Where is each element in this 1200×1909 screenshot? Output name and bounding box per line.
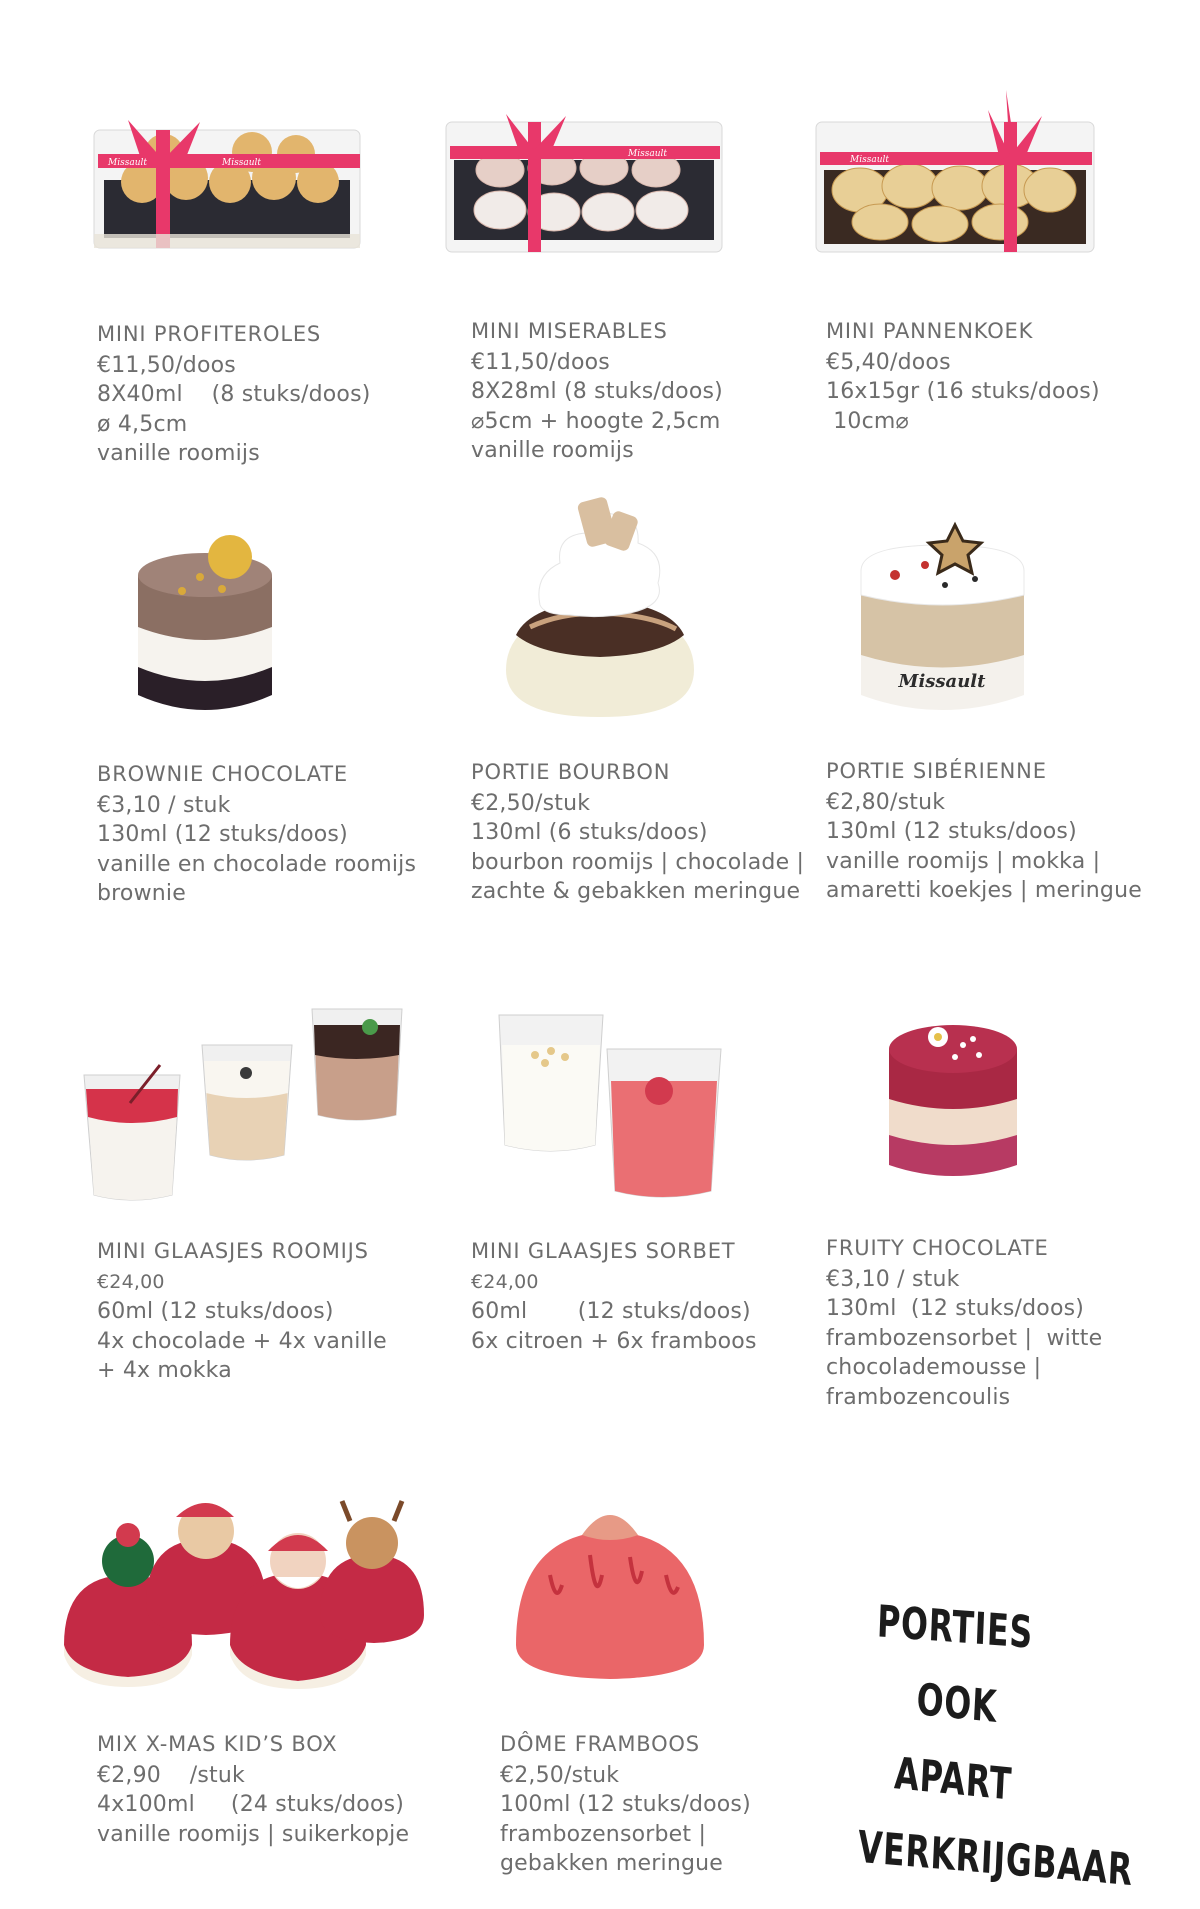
product-detail: + 4x mokka [97, 1358, 232, 1383]
product-name: MINI PANNENKOEK [826, 319, 1034, 343]
product-price: €24,00 [97, 1270, 165, 1293]
stamp-line-1: PORTIES [876, 1596, 1034, 1659]
product-detail: frambozensorbet | [500, 1821, 707, 1847]
product-detail: amaretti koekjes | meringue [826, 878, 1142, 903]
portie-bourbon-image [500, 495, 700, 720]
porties-stamp [820, 1590, 1134, 1897]
product-portie-siberienne [826, 757, 1142, 906]
product-name: MIX X-MAS KID’S BOX [97, 1732, 338, 1756]
product-detail: ø 4,5cm [97, 411, 188, 437]
product-detail: frambozensorbet | witte [826, 1325, 1103, 1351]
mini-profiteroles-image [88, 110, 368, 260]
product-detail: 130ml (12 stuks/doos) [826, 819, 1077, 844]
product-dome-framboos [500, 1730, 751, 1879]
product-detail: 6x citroen + 6x framboos [471, 1328, 757, 1354]
product-price: €24,00 [471, 1270, 539, 1293]
product-detail: ⌀5cm + hoogte 2,5cm [471, 408, 721, 434]
product-detail: 4x100ml (24 stuks/doos) [97, 1792, 405, 1817]
ribbon-text: Missault [628, 149, 667, 159]
product-detail: 100ml (12 stuks/doos) [500, 1792, 751, 1817]
brownie-chocolate-image [130, 535, 280, 720]
product-mix-xmas-kids-box [97, 1730, 409, 1849]
product-name: MINI GLAASJES ROOMIJS [97, 1239, 369, 1263]
product-name: BROWNIE CHOCOLATE [97, 762, 348, 786]
product-detail: 130ml (12 stuks/doos) [97, 822, 348, 847]
mix-xmas-kids-box-image [62, 1495, 427, 1690]
product-mini-glaasjes-roomijs [97, 1237, 387, 1386]
product-detail: vanille en chocolade roomijs [97, 851, 417, 877]
product-price: €2,80/stuk [826, 789, 946, 815]
product-name: MINI GLAASJES SORBET [471, 1239, 736, 1263]
product-detail: vanille roomijs | mokka | [826, 848, 1101, 874]
dome-framboos-image [510, 1495, 710, 1680]
product-detail: 130ml (6 stuks/doos) [471, 820, 708, 845]
product-detail: gebakken meringue [500, 1851, 724, 1876]
stamp-line-2: OOK APART [893, 1674, 1014, 1811]
product-name: FRUITY CHOCOLATE [826, 1236, 1049, 1260]
product-price: €2,50/stuk [471, 790, 591, 816]
product-price: €11,50/doos [97, 352, 236, 378]
ribbon-text: Missault [850, 155, 889, 165]
product-mini-profiteroles [97, 320, 371, 469]
product-price: €5,40/doos [826, 349, 951, 375]
ribbon-text: Missault [108, 158, 147, 168]
product-detail: 60ml (12 stuks/doos) [471, 1299, 751, 1324]
product-fruity-chocolate [826, 1234, 1102, 1412]
product-detail: 8X28ml (8 stuks/doos) [471, 379, 723, 404]
stamp-line-3: VERKRIJGBAAR [856, 1821, 1134, 1897]
product-detail: frambozencoulis [826, 1384, 1011, 1410]
product-price: €3,10 / stuk [826, 1266, 960, 1292]
mini-glaasjes-sorbet-image [495, 1005, 730, 1205]
product-price: €2,90 /stuk [97, 1762, 245, 1788]
product-price: €11,50/doos [471, 349, 610, 375]
box-logo: Missault [898, 671, 986, 692]
product-detail: 10cm⌀ [826, 408, 909, 434]
product-mini-miserables [471, 317, 723, 466]
product-name: DÔME FRAMBOOS [500, 1732, 700, 1756]
product-detail: bourbon roomijs | chocolade | [471, 849, 805, 875]
product-price: €2,50/stuk [500, 1762, 620, 1788]
product-detail: vanille roomijs [471, 438, 634, 463]
product-detail: 8X40ml (8 stuks/doos) [97, 382, 371, 407]
product-name: PORTIE SIBÉRIENNE [826, 759, 1047, 783]
product-detail: 16x15gr (16 stuks/doos) [826, 379, 1100, 404]
mini-miserables-image [440, 110, 730, 265]
ribbon-text: Missault [222, 158, 261, 168]
product-detail: 130ml (12 stuks/doos) [826, 1296, 1085, 1321]
product-detail: vanille roomijs [97, 441, 260, 466]
fruity-chocolate-image [883, 1015, 1023, 1185]
product-detail: 60ml (12 stuks/doos) [97, 1299, 334, 1324]
product-detail: vanille roomijs | suikerkopje [97, 1821, 410, 1847]
product-portie-bourbon [471, 758, 804, 907]
product-price: €3,10 / stuk [97, 792, 231, 818]
product-name: MINI PROFITEROLES [97, 322, 322, 346]
product-detail: zachte & gebakken meringue [471, 879, 801, 904]
mini-pannenkoek-image [810, 90, 1100, 265]
product-detail: brownie [97, 881, 186, 906]
product-brownie-chocolate [97, 760, 416, 909]
product-detail: chocolademousse | [826, 1355, 1042, 1380]
product-detail: 4x chocolade + 4x vanille [97, 1328, 387, 1354]
product-mini-glaasjes-sorbet [471, 1237, 757, 1356]
product-name: MINI MISERABLES [471, 319, 668, 343]
product-mini-pannenkoek [826, 317, 1100, 436]
product-name: PORTIE BOURBON [471, 760, 671, 784]
portie-siberienne-image [855, 515, 1030, 720]
mini-glaasjes-roomijs-image [80, 1005, 405, 1205]
